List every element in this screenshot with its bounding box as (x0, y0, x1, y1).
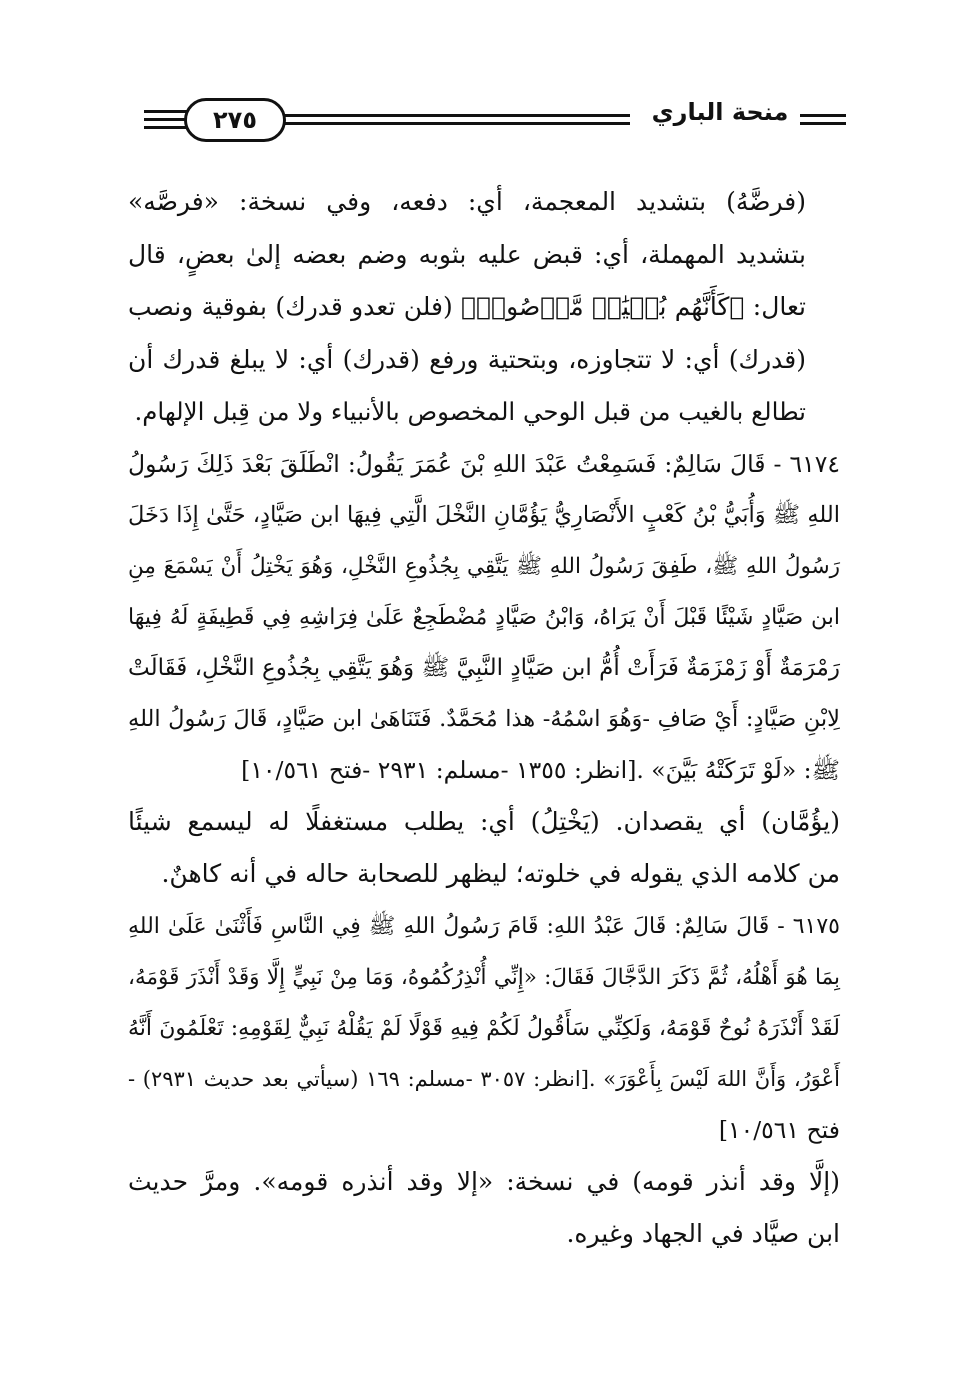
text-line: لِابْنِ صَيَّادٍ: أَيْ صَافِ -وَهُوَ اسْمُهُ- هذا مُحَمَّدٌ. فَتَنَاهَىٰ ابن صَيَّادٍ، قَالَ رَسُولُ اللهِ (128, 705, 840, 732)
page-header (140, 92, 850, 148)
text-line: لَقَدْ أَنْذَرَهُ نُوحٌ قَوْمَهُ، وَلَكِنِّي سَأَقُولُ لَكُمْ فِيهِ قَوْلًا لَمْ يَقُلْهُ نَبِيٌّ لِقَوْمِهِ: تَعْلَمُونَ أَنَّهُ (128, 1015, 840, 1041)
commentary-paragraph (128, 1156, 840, 1261)
text-line: اللهِ ﷺ وَأُبَيُّ بْنُ كَعْبٍ الأَنْصَارِيُّ يَؤُمَّانِ النَّخْلَ الَّتِي فِيهَا ابن صَيَّادٍ، حَتَّىٰ إِذَا دَخَلَ (128, 501, 840, 528)
page-number-badge (184, 98, 286, 142)
text-line: بتشديد المهملة، أي: قبض عليه بثوبه وضم بعضه إلىٰ بعضٍ، قال (128, 239, 806, 269)
header-rule (270, 122, 630, 125)
text-line: تعال: ﴿كَأَنَّهُم بُنۡيَٰنٞ مَّرۡصُوصٞ﴾ (فلن تعدو قدرك) بفوقية ونصب (128, 292, 806, 321)
text-line: رَسُولُ اللهِ ﷺ، طَفِقَ رَسُولُ اللهِ ﷺ يَتَّقِي بِجُذُوعِ النَّخْلِ، وَهُوَ يَخْتِلُ أَنْ يَسْمَعَ مِنِ (128, 553, 840, 579)
text-line: ابن صيَّاد في الجهاد وغيره. (566, 1219, 840, 1248)
text-line: ٦١٧٥ - قَالَ سَالِمٌ: قَالَ عَبْدُ اللهِ: قَامَ رَسُولُ اللهِ ﷺ فِي النَّاسِ فَأَثْنَىٰ عَلَىٰ اللهِ (128, 913, 840, 939)
header-rule (800, 122, 846, 125)
page-number: ٢٧٥ (213, 106, 257, 134)
book-title: منحة الباري (651, 98, 789, 126)
text-line: (يؤُمَّان) أي يقصدان. (يَخْتِلُ) أي: يطلب مستغفلًا له ليسمع شيئًا (128, 806, 840, 836)
text-line: رَمْرَمَةٌ أَوْ زَمْزَمَةٌ فَرَأَتْ أُمُّ ابن صَيَّادٍ النَّبِيَّ ﷺ وَهُوَ يَتَّقِي بِجُذُوعِ النَّخْلِ، فَقَالَتْ (128, 654, 840, 681)
text-line: (قدرك) أي: لا تتجاوزه، وبتحتية ورفع (قدرك) أي: لا يبلغ قدرك أن (128, 344, 806, 374)
text-line: أَعْوَرُ، وَأَنَّ اللهَ لَيْسَ بِأَعْوَرَ» .[انظر: ٣٠٥٧ -مسلم: ١٦٩ (سيأتي بعد حديث ٢٩٣١) - (128, 1066, 840, 1091)
hadith-6175 (128, 901, 840, 1156)
text-line: فتح ١٠/٥٦١] (718, 1115, 840, 1144)
hadith-6174 (128, 439, 840, 796)
text-line: بِمَا هُوَ أَهْلُهُ، ثُمَّ ذَكَرَ الدَّجَّالَ فَقَالَ: «إِنِّي أُنْذِرُكُمُوهُ، وَمَا مِنْ نَبِيٍّ إِلَّا وَقَدْ أَنْذَرَ قَوْمَهُ، (128, 964, 840, 990)
header-rule (800, 114, 846, 117)
commentary-paragraph (128, 796, 840, 901)
text-line: (إلَّا وقد أنذر قومه) في نسخة: «إلا وقد أنذره قومه». ومرَّ حديث (128, 1166, 840, 1196)
text-line: ﷺ: «لَوْ تَرَكَتْهُ بَيَّنَ» .[انظر: ١٣٥٥ -مسلم: ٢٩٣١ -فتح ١٠/٥٦١] (241, 755, 840, 784)
text-line: ابن صَيَّادٍ شَيْئًا قَبْلَ أَنْ يَرَاهُ، وَابْنُ صَيَّادٍ مُضْطَجِعٌ عَلَىٰ فِرَاشِهِ فِي قَطِيفَةٍ لَهُ فِيهَا (128, 604, 840, 630)
commentary-paragraph (128, 176, 840, 439)
text-line: (فرضَّهُ) بتشديد المعجمة، أي: دفعه، وفي نسخة: «فرصَّه» (128, 187, 806, 216)
text-line: ٦١٧٤ - قَالَ سَالِمٌ: فَسَمِعْتُ عَبْدَ اللهِ بْنَ عُمَرَ يَقُولُ: انْطَلَقَ بَعْدَ ذَلِكَ رَسُولُ (128, 449, 840, 478)
text-line: تطالع بالغيب من قبل الوحي المخصوص بالأنبياء ولا من قِبل الإلهام. (134, 397, 806, 426)
text-line: من كلامه الذي يقوله في خلوته؛ ليظهر للصحابة حاله في أنه كاهنٌ. (161, 859, 840, 888)
header-rule (270, 114, 630, 117)
page-content (128, 176, 840, 1261)
